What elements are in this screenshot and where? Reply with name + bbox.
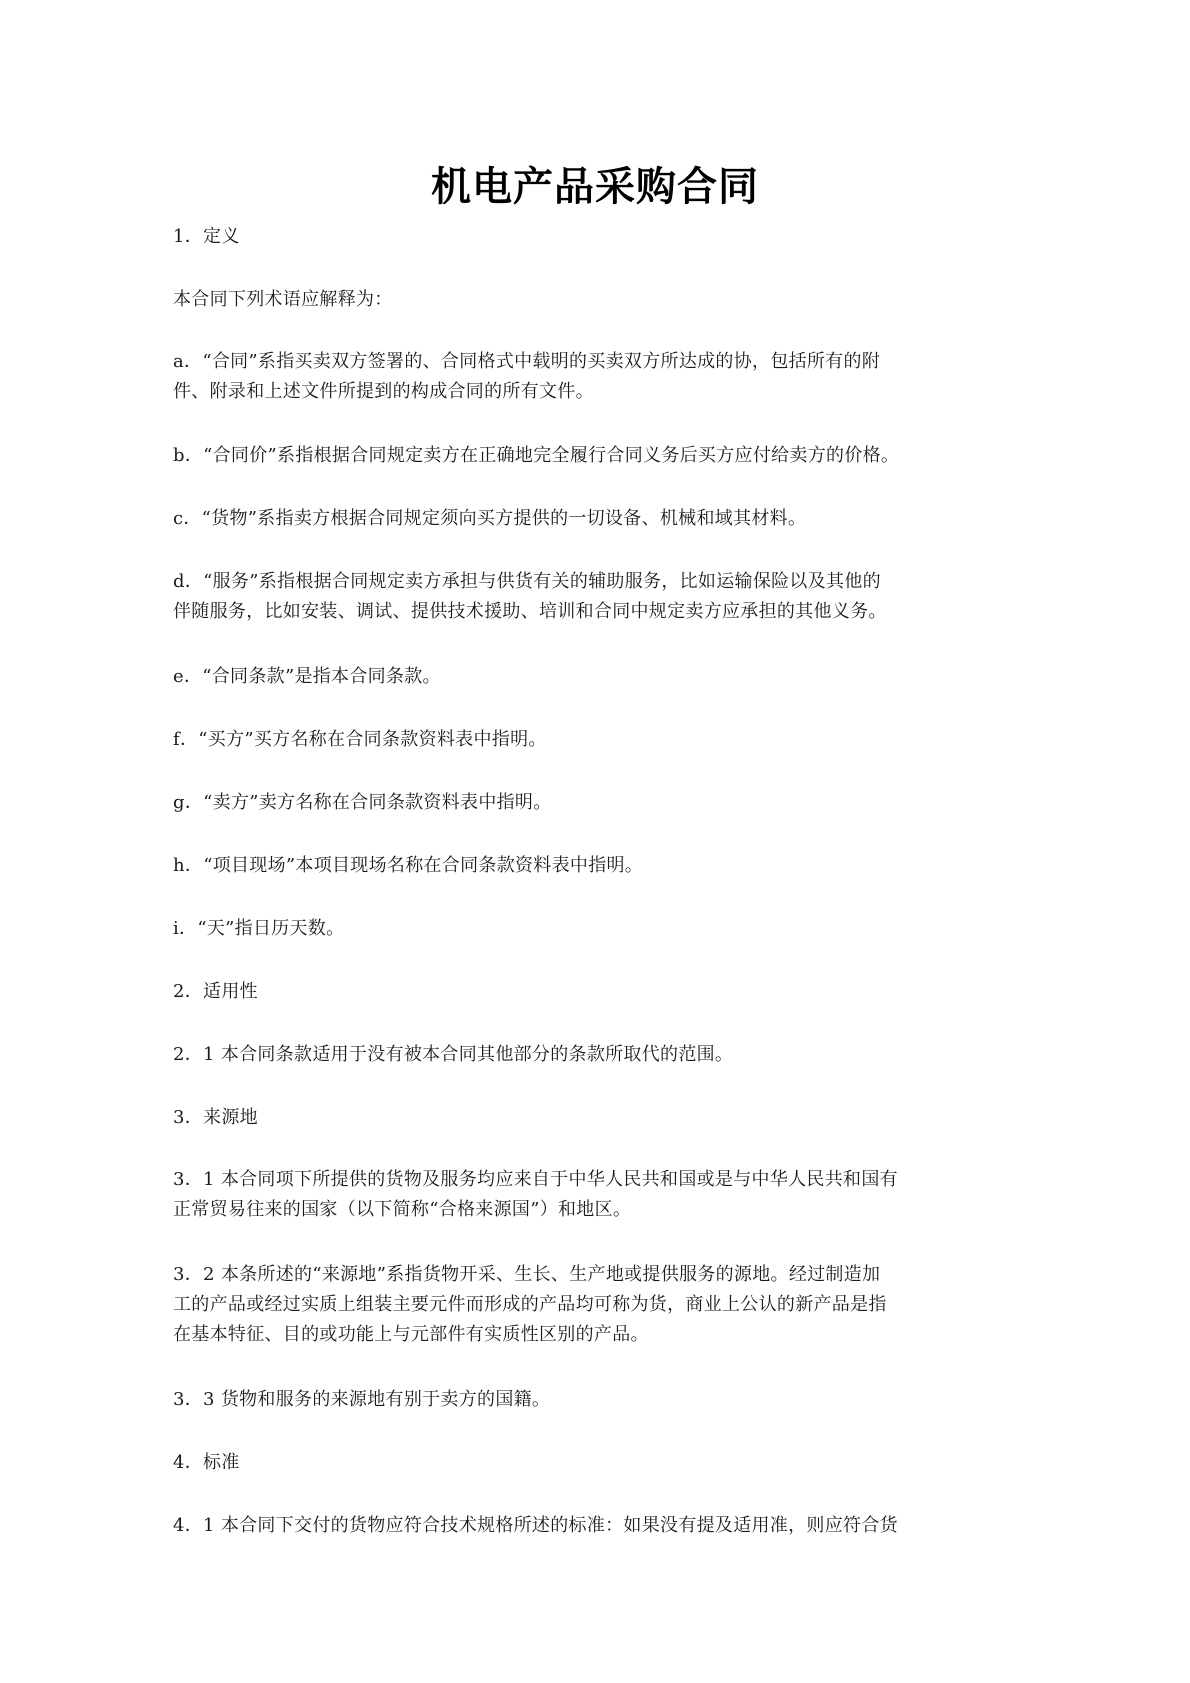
paragraph <box>173 851 1033 881</box>
paragraph-line: 伴随服务，比如安装、调试、提供技术援助、培训和合同中规定卖方应承担的其他义务。 <box>173 601 887 622</box>
paragraph <box>173 347 1033 407</box>
paragraph-line: 2．适用性 <box>173 981 258 1002</box>
paragraph-line: 件、附录和上述文件所提到的构成合同的所有文件。 <box>173 381 594 402</box>
paragraph <box>173 1385 1033 1415</box>
paragraph <box>173 1040 1033 1070</box>
paragraph-line: i．“天”指日历天数。 <box>173 918 345 939</box>
paragraph-line: a．“合同”系指买卖双方签署的、合同格式中载明的买卖双方所达成的协，包括所有的附 <box>173 351 881 372</box>
paragraph-line: h．“项目现场”本项目现场名称在合同条款资料表中指明。 <box>173 855 644 876</box>
paragraph <box>173 567 1033 627</box>
paragraph <box>173 285 1033 315</box>
paragraph-line: b．“合同价”系指根据合同规定卖方在正确地完全履行合同义务后买方应付给卖方的价格。 <box>173 445 900 466</box>
paragraph <box>173 222 1033 252</box>
paragraph-line: 本合同下列术语应解释为： <box>173 289 393 310</box>
paragraph-line: 正常贸易往来的国家（以下简称“合格来源国”）和地区。 <box>173 1199 632 1220</box>
paragraph <box>173 914 1033 944</box>
paragraph-line: e．“合同条款”是指本合同条款。 <box>173 666 441 687</box>
paragraph-line: 工的产品或经过实质上组装主要元件而形成的产品均可称为货，商业上公认的新产品是指 <box>173 1294 887 1315</box>
paragraph <box>173 1260 1033 1350</box>
paragraph-line: 3．来源地 <box>173 1107 258 1128</box>
paragraph-line: f．“买方”买方名称在合同条款资料表中指明。 <box>173 729 547 750</box>
paragraph <box>173 1511 1033 1541</box>
paragraph <box>173 662 1033 692</box>
paragraph <box>173 1165 1033 1225</box>
paragraph-line: 4．标准 <box>173 1452 240 1473</box>
paragraph <box>173 504 1033 534</box>
paragraph-line: 3．2 本条所述的“来源地”系指货物开采、生长、生产地或提供服务的源地。经过制造加 <box>173 1264 881 1285</box>
paragraph <box>173 725 1033 755</box>
paragraph-line: g．“卖方”卖方名称在合同条款资料表中指明。 <box>173 792 552 813</box>
paragraph-line: d．“服务”系指根据合同规定卖方承担与供货有关的辅助服务，比如运输保险以及其他的 <box>173 571 881 592</box>
paragraph <box>173 788 1033 818</box>
paragraph <box>173 1103 1033 1133</box>
paragraph-line: 在基本特征、目的或功能上与元部件有实质性区别的产品。 <box>173 1324 649 1345</box>
paragraph <box>173 1448 1033 1478</box>
paragraph-line: 4．1 本合同下交付的货物应符合技术规格所述的标准：如果没有提及适用准，则应符合货 <box>173 1515 898 1536</box>
paragraph-line: c．“货物”系指卖方根据合同规定须向买方提供的一切设备、机械和域其材料。 <box>173 508 807 529</box>
paragraph-line: 3．3 货物和服务的来源地有别于卖方的国籍。 <box>173 1389 551 1410</box>
paragraph <box>173 441 1033 471</box>
paragraph <box>173 977 1033 1007</box>
document-title: 机电产品采购合同 <box>431 163 759 210</box>
paragraph-line: 2．1 本合同条款适用于没有被本合同其他部分的条款所取代的范围。 <box>173 1044 734 1065</box>
paragraph-line: 3．1 本合同项下所提供的货物及服务均应来自于中华人民共和国或是与中华人民共和国有 <box>173 1169 898 1190</box>
paragraph-line: 1．定义 <box>173 226 240 247</box>
